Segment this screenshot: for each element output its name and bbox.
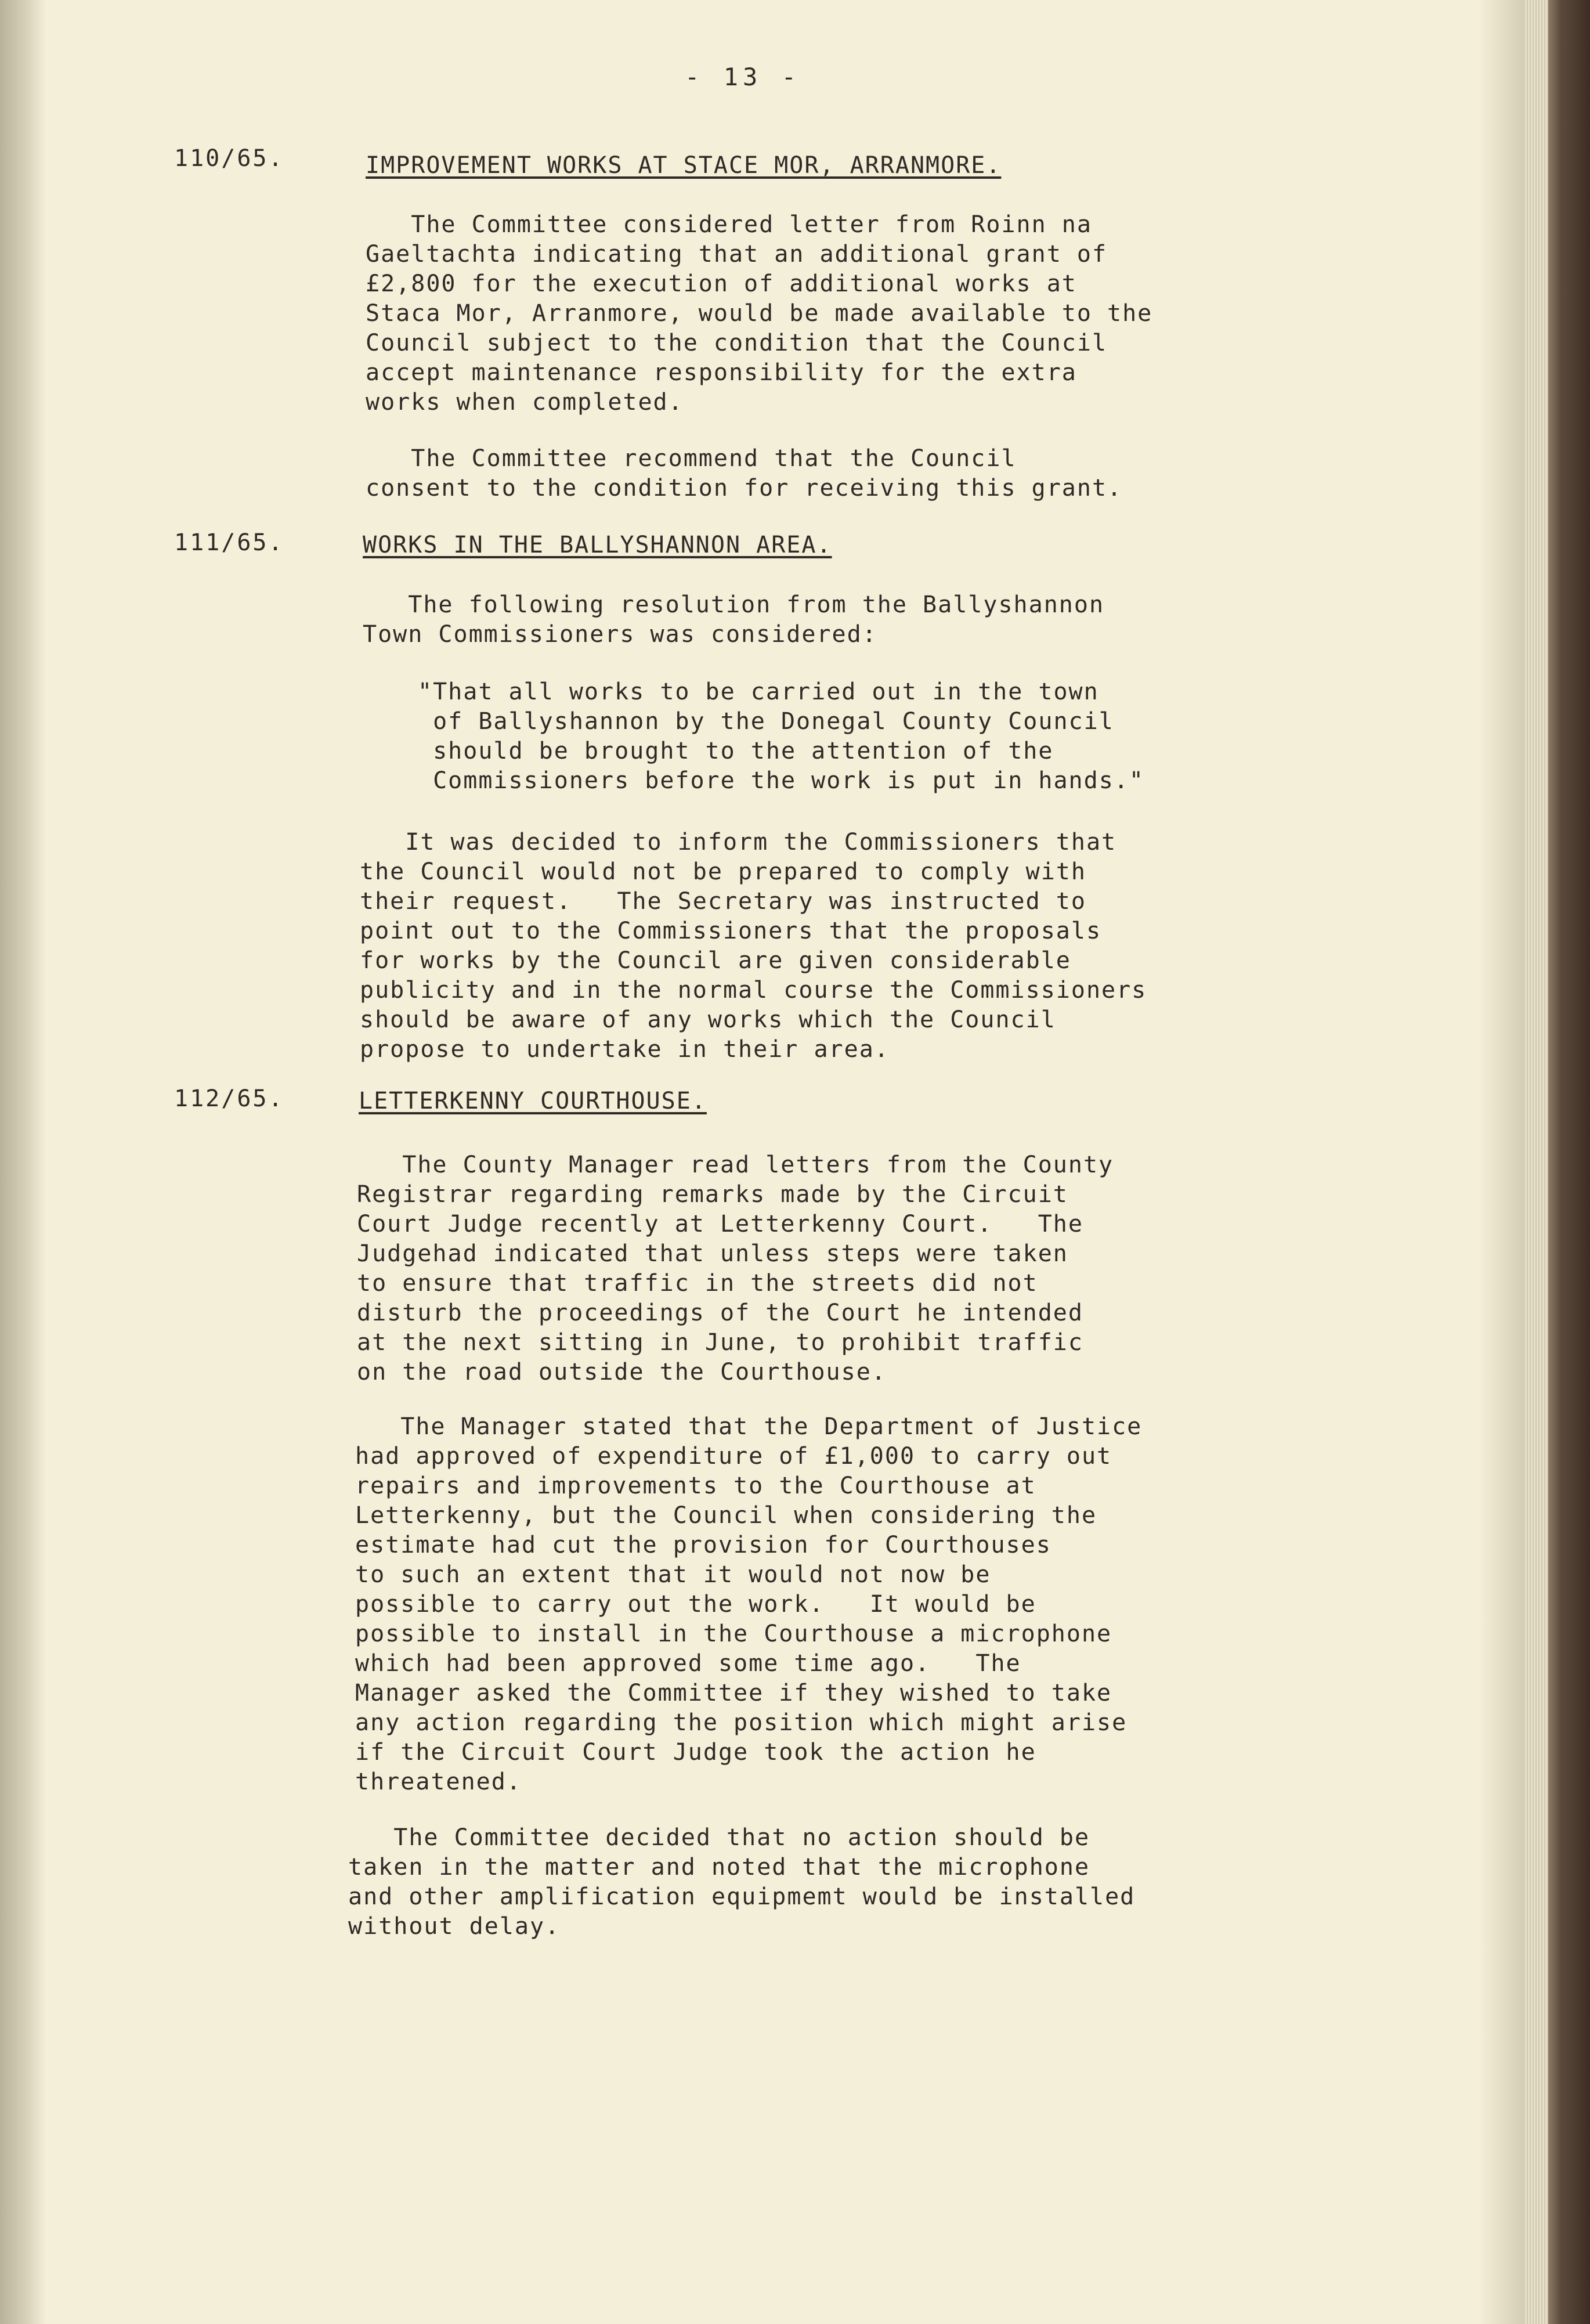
book-spine [1548,0,1590,2324]
paragraph-resolution-intro: The following resolution from the Ballyshannon Town Commissioners was considered: [363,591,1105,648]
page-curl-shadow [1479,0,1525,2324]
minute-number-112: 112/65. [174,1085,284,1112]
paragraph-manager-statement: The Manager stated that the Department of Justice had approved of expenditure of £1,000 to carry out repairs and improvements to the Courthouse at Letterkenny, but the Council when considering the estimate had cut the provision for Courthouses to such an extent that it would not now be possible to carry out the work. It would be possible to install in the Courthouse a microphone which had been approved some time ago. The Manager asked the Committee if they wished to take any action regarding the position which might arise if the Circuit Court Judge took the action he threatened. [355,1413,1143,1795]
paragraph-registrar-letters: The County Manager read letters from the County Registrar regarding remarks made by the Circuit Court Judge recently at Letterkenny Court. The Judgehad indicated that unless steps were taken to ensure that traffic in the streets did not disturb the proceedings of the Court he intended at the next sitting in June, to prohibit traffic on the road outside the Courthouse. [357,1152,1114,1385]
heading-improvement-works: IMPROVEMENT WORKS AT STACE MOR, ARRANMORE. [366,152,1002,179]
paragraph-recommendation: The Committee recommend that the Council consent to the condition for receiving this grant. [366,445,1123,501]
quoted-resolution: "That all works to be carried out in the town of Ballyshannon by the Donegal County Council should be brought to the attention of the Commissioners before the work is put in hands." [418,679,1144,794]
paragraph-decision-inform: It was decided to inform the Commissioners that the Council would not be prepared to comply with their request. The Secretary was instructed to point out to the Commissioners that the proposals for works by the Council are given considerable publicity and in the normal course the Commissioners should be aware of any works which the Council propose to undertake in their area. [360,829,1147,1063]
page-gutter-shadow [0,0,46,2324]
paragraph-committee-decision: The Committee decided that no action should be taken in the matter and noted that the microphone and other amplification equipmemt would be installed without delay. [348,1824,1136,1940]
heading-ballyshannon-works: WORKS IN THE BALLYSHANNON AREA. [363,532,832,558]
heading-letterkenny-courthouse: LETTERKENNY COURTHOUSE. [359,1088,707,1114]
stacked-page-edges [1525,0,1548,2324]
minute-number-110: 110/65. [174,145,284,172]
minute-number-111: 111/65. [174,529,284,556]
paragraph-grant-letter: The Committee considered letter from Roinn na Gaeltachta indicating that an additional grant of £2,800 for the execution of additional works at Staca Mor, Arranmore, would be made available to the Council subject to the condition that the Council accept maintenance responsibility for the extra works when completed. [366,211,1153,416]
page-number: - 13 - [685,63,801,91]
